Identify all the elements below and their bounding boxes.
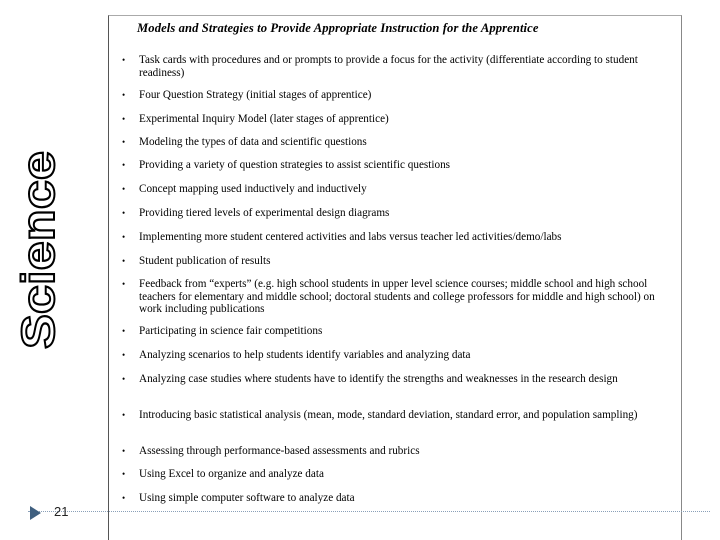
list-item-text: Assessing through performance-based assessments and rubrics: [139, 445, 420, 457]
page-number: 21: [54, 504, 69, 519]
document-title: Models and Strategies to Provide Appropriate Instruction for the Apprentice: [137, 21, 539, 35]
bullet-icon: •: [122, 279, 126, 289]
list-item-text: Concept mapping used inductively and inductively: [139, 183, 367, 195]
bullet-icon: •: [122, 184, 126, 194]
list-item-text: Student publication of results: [139, 255, 271, 267]
side-title: [2, 150, 72, 350]
list-item-text: Implementing more student centered activities and labs versus teacher led activities/demo/labs: [139, 231, 562, 243]
list-item-text: Providing a variety of question strategies to assist scientific questions: [139, 159, 451, 171]
bullet-icon: •: [122, 256, 126, 266]
bullet-icon: •: [122, 208, 126, 218]
list-item-text: Analyzing scenarios to help students identify variables and analyzing data: [139, 349, 471, 361]
bullet-icon: •: [122, 55, 126, 65]
footer-divider: [28, 511, 710, 512]
list-item-text: Providing tiered levels of experimental design diagrams: [139, 207, 390, 219]
list-item-text: Using simple computer software to analyze data: [139, 492, 355, 504]
bullet-icon: •: [122, 232, 126, 242]
list-item-text: Task cards with procedures and or prompts to provide a focus for the activity (differentiate according to student readiness): [139, 54, 638, 79]
bullet-icon: •: [122, 160, 126, 170]
list-item-text: Modeling the types of data and scientific questions: [139, 136, 367, 148]
list-item-text: Using Excel to organize and analyze data: [139, 468, 324, 480]
list-item-text: Participating in science fair competitions: [139, 325, 323, 337]
triangle-bullet-icon: [30, 506, 41, 520]
bullet-icon: •: [122, 446, 126, 456]
bullet-icon: •: [122, 374, 126, 384]
bullet-icon: •: [122, 493, 126, 503]
list-item-text: Feedback from “experts” (e.g. high school students in upper level science courses; middle school and high school teachers for elementary and middle school; doctoral students and college professors for middle and high school) on work including publications: [139, 278, 655, 316]
bullet-icon: •: [122, 326, 126, 336]
bullet-icon: •: [122, 114, 126, 124]
bullet-icon: •: [122, 350, 126, 360]
list-item-text: Experimental Inquiry Model (later stages of apprentice): [139, 113, 389, 125]
list-item-text: Four Question Strategy (initial stages of apprentice): [139, 89, 372, 101]
document-panel: [108, 15, 682, 540]
bullet-icon: •: [122, 137, 126, 147]
list-item-text: Introducing basic statistical analysis (mean, mode, standard deviation, standard error, and population sampling): [139, 409, 638, 421]
bullet-icon: •: [122, 410, 126, 420]
list-item-text: Analyzing case studies where students have to identify the strengths and weaknesses in the research design: [139, 373, 618, 385]
bullet-icon: •: [122, 469, 126, 479]
bullet-icon: •: [122, 90, 126, 100]
side-title-text: Science: [12, 175, 64, 349]
